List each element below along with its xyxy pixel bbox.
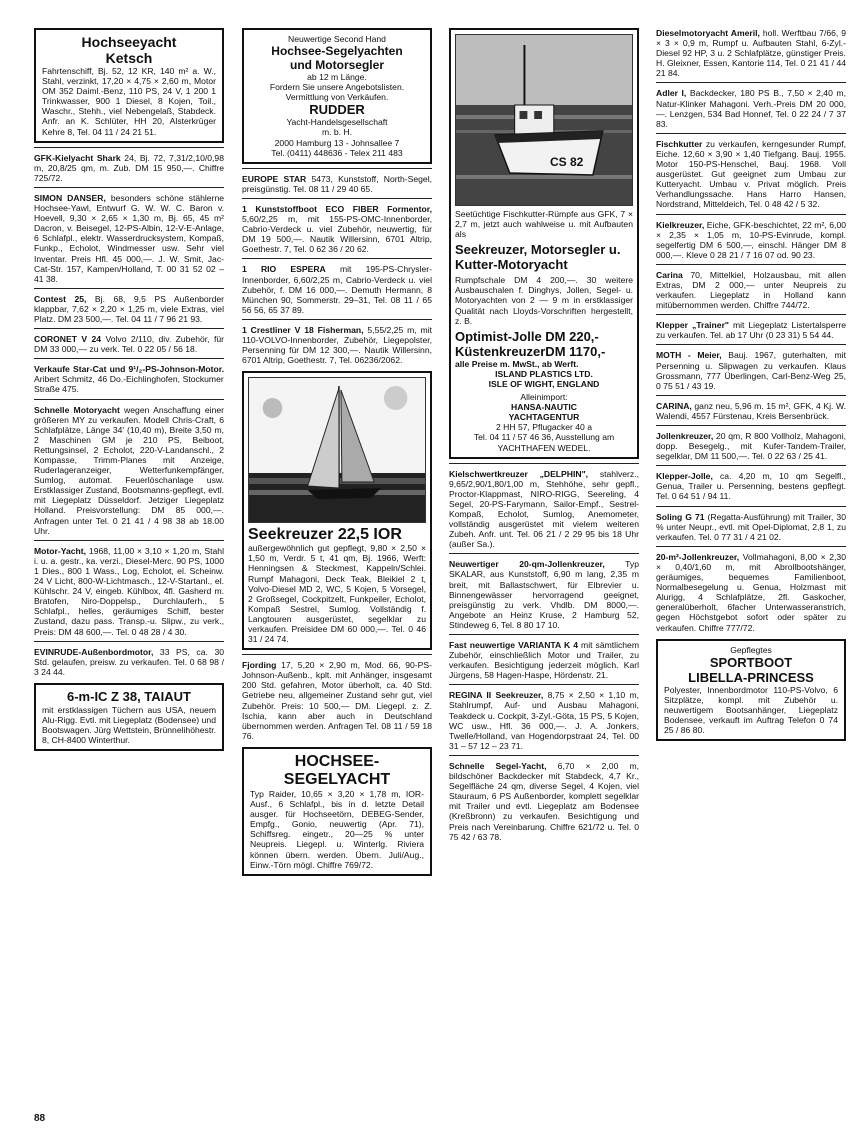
ad-lead: SIMON DANSER,: [34, 192, 106, 203]
ad-text: 5,60/2,25 m, mit 155-PS-OMC-Innenborder, Cabrio-Verdeck u. viel Zubehör, neuwertig, für DM 19 500,—. Nautik Willersinn, 6701 Altrip, Goethestr. 7, Tel. 0 62 36 / 20 62.: [242, 214, 432, 255]
ad-lead: 1 Crestliner V 18 Fisherman,: [242, 324, 364, 335]
ad-body: Typ Raider, 10,65 × 3,20 × 1,78 m, IOR-Ausf., 6 Schlafpl., bis in d. letzte Detail ausger. für Hochseetörn, DEBEG-Sender, Empfg., Gonio, neuwertig (Apr. 71), Schiffsreg. eingetr., 20—25 % unter Neupreis. Liegepl. u. Winterlg. Riviera können übern. werden. Übern. Juli/Aug., Einw.-Törn mögl. Chiffre 769/72.: [250, 788, 424, 870]
ad-lead: Carina: [656, 269, 683, 280]
ad-crestliner: [242, 325, 432, 365]
ad-title: Seekreuzer, Motorsegler u. Kutter-Motoryacht: [455, 242, 621, 273]
ad-address: 2000 Hamburg 13 - Johnsallee 7: [274, 137, 400, 148]
divider: [656, 465, 846, 466]
ad-varianta: [449, 640, 639, 680]
ad-body: Fahrtenschiff, Bj. 52, 12 KR, 140 m² a. W., Stahl, verzinkt, 17,20 × 4,75 × 2,60 m, Motor OM 352 Daiml.-Benz, 110 PS, 24 V, 1 200 1 Trinkwasser, 900 1 Diesel, 8 Kojen, Toil., Waschr., Stehh., viel Nebengelaß, Stabdeck. Anfr. an K. Schlüter, HH 20, Alsterkrüger Kehre 8, Tel. 04 11 / 24 21 51.: [42, 66, 216, 137]
ad-contest: [34, 294, 224, 324]
ad-text: mit sämtlichem Zubehör, einschließlich Motor und Trailer, zu verkaufen. Besichtigung jederzeit möglich. Karl Jürgens, 58 Hagen-Haspe, Hördenstr. 21.: [449, 640, 639, 681]
divider: [656, 425, 846, 426]
ad-rudder: [242, 28, 432, 164]
company-name: RUDDER: [309, 102, 365, 118]
ad-lead: Dieselmotoryacht Ameril,: [656, 28, 760, 38]
fishing-boat-photo: [455, 34, 633, 206]
ad-lead: Verkaufe Star-Cat und 9¹/₂-PS-Johnson-Motor.: [34, 364, 224, 375]
ad-lead: Fischkutter: [656, 138, 703, 149]
ad-lead: Jollenkreuzer,: [656, 431, 714, 441]
divider: [449, 684, 639, 685]
price-line: KüstenkreuzerDM 1170,-: [455, 343, 606, 359]
ad-title: SEGELYACHT: [283, 770, 391, 788]
divider: [242, 319, 432, 320]
column-1: [34, 28, 224, 751]
ad-lead: Fast neuwertige VARIANTA K 4: [449, 640, 578, 650]
ad-text: mit Liegeplatz Listertalsperre zu verkaufen. Tel. ab 17 Uhr (0 23 31) 5 54 44.: [656, 320, 846, 341]
ad-lead: Kielkreuzer,: [656, 219, 705, 230]
divider: [34, 358, 224, 359]
ad-evinrude: [34, 647, 224, 677]
hull-number: CS 82: [550, 155, 584, 169]
ad-text: besonders schöne stählerne Hochsee-Yawl, Entwurf G. W. W. C. Baron v. Hoevell, 9,30 × 2,65 × 1,30 m, Bj. 65, 45 m² Dacron, v. Beisegel, 12-PS-Albin, 12-V-E-Anlage, 6 Schlafpl., elektr. Wasserdrucksystem, Kompaß, Funkp., Echolot, Windmesser usw. Sehr viel Inventar. Preis Hfl. 45 000,—. J. W. Smit, Jac-Cat-Str. 157, Kampen/Holland, T. 00 31 52 02 – 41 38.: [34, 192, 225, 284]
divider: [34, 641, 224, 642]
divider: [656, 314, 846, 315]
ad-lead: REGINA II Seekreuzer,: [449, 690, 544, 701]
ad-intro: Seetüchtige Fischkutter-Rümpfe aus GFK, 7 × 2,7 m, jetzt auch wahlweise u. mit Aufbauten als: [455, 209, 633, 240]
ad-title: 6-m-IC Z 38, TAIAUT: [67, 688, 191, 704]
ad-lead: Fjording: [242, 660, 277, 671]
divider: [242, 258, 432, 259]
ad-text: Typ SKALAR, aus Kunststoff, 6,90 m lang, 2,35 m breit, mit Ballastschwert, für Elbrevier u. Binnengewässer hervorragend geeignet, preisgünstig zu verk. Vhdlb. DM 8000,—. Angebote an Heinz Kruse, 2 Hamburg 52, Stindeweg 6, Tel. 8 80 17 10.: [449, 559, 639, 630]
ad-soling: [656, 512, 846, 542]
ad-line: Neuwertige Second Hand: [288, 34, 386, 44]
ad-motoryacht-2: [34, 546, 224, 637]
ad-title: und Motorsegler: [289, 58, 384, 73]
ad-text: Bj. 68, 9,5 PS Außenborder klappbar, 7,62 × 2,20 × 1,25 m, viele Extras, viel Platz. DM 23 500,—. Tel. 04 11 / 7 96 21 93.: [34, 293, 224, 324]
ad-lead: MOTH - Meier,: [656, 350, 722, 361]
ad-klepper-jolle: [656, 471, 846, 501]
ad-hochsee-segelyacht: [242, 747, 432, 876]
ad-lead: Contest 25,: [34, 293, 87, 304]
ad-line: m. b. H.: [321, 127, 353, 138]
ad-lead: Klepper „Trainer": [656, 320, 729, 331]
divider: [449, 755, 639, 756]
column-3: [449, 28, 639, 842]
ad-seekreuzer: [242, 371, 432, 650]
ad-kielkreuzer: [656, 220, 846, 260]
divider: [242, 198, 432, 199]
ad-pretitle: Gepflegtes: [730, 644, 772, 655]
ad-lead: 1 Kunststoffboot ECO FIBER Formentor,: [242, 203, 432, 214]
ad-title: Seekreuzer 22,5 IOR: [248, 526, 402, 544]
ad-body: außergewöhnlich gut gepflegt, 9,80 × 2,50 × 1,50 m, Verdr. 5 t, 41 qm, Bj. 1966, Werft: Henningsen & Steckmest, Kappeln/Schlei. Rumpf Mahagoni, Deck Teak, Bleikiel 2 t, Volvo-Diesel MD 2, WC, 5 Kojen, 5 Vorsegel, 2 Großsegel, Cockpitzelt, Funkpeiler, Echolot, Kompaß Sestrel, Sumlog. Vollständig f. Langtouren ausgerüstet, segelklar zu verkaufen. Preisidee DM 60 000,—. Tel. 0 46 31 / 24 74.: [248, 543, 426, 645]
ad-lead: 20-m²-Jollenkreuzer,: [656, 551, 740, 562]
importer-name: HANSA-NAUTIC: [511, 402, 577, 413]
ad-ketsch: [34, 28, 224, 143]
ad-text: 5473, Kunststoff, North-Segel, preisgünstig. Tel. 08 11 / 29 40 65.: [242, 173, 433, 194]
divider: [449, 553, 639, 554]
ad-adler: [656, 88, 846, 128]
divider: [34, 288, 224, 289]
ad-schnelle-segelyacht: [449, 761, 639, 842]
page-number: 88: [34, 1113, 46, 1124]
ad-text: ca. 4,20 m, 10 qm Segelfl., Genua, Trailer u. Persenning, bestens gepflegt. Tel. 0 64 51 / 94 11.: [656, 471, 846, 502]
ad-motoryacht-1: [34, 405, 224, 536]
ad-danser: [34, 193, 224, 284]
ad-lead: CARINA,: [656, 400, 692, 411]
ad-text: Volvo 2/110, div. Zubehör, für DM 33 000,— zu verk. Tel. 0 22 05 / 56 18.: [34, 334, 224, 355]
ad-title: Ketsch: [105, 50, 153, 66]
ad-phone: Tel. (0411) 448636 - Telex 211 483: [271, 147, 403, 158]
ad-carina-70: [656, 270, 846, 310]
ad-text: 8,75 × 2,50 × 1,10 m, Stahlrumpf, Auf- und Ausbau Mahagoni, Teakdeck u. Cockpit, 3-Zyl.-Göta, 15 PS, 5 Kojen, WC usw., Hfl. 36 000,—. J. A. Jonkers, Twelle/Holland, van Hogendorpstraat 24, Tel. 00 31 – 57 12 – 23 71.: [449, 690, 640, 751]
divider: [34, 147, 224, 148]
ad-carina: [656, 401, 846, 421]
ad-text: (Regatta-Ausführung) mit Trailer, 30 % unter Neupr., evtl. mit Opel-Diplomat, 2,8 1, zu verkaufen. Tel. 0 77 31 / 4 21 02.: [656, 511, 846, 542]
ad-lead: Adler I,: [656, 88, 687, 99]
divider: [34, 540, 224, 541]
ad-lead: Soling G 71: [656, 511, 705, 522]
ad-title: Hochseeyacht: [81, 34, 177, 50]
importer-phone: Tel. 04 11 / 57 46 36, Ausstellung am YACHTHAFEN WEDEL.: [473, 432, 615, 453]
ad-lead: Kielschwertkreuzer „DELPHIN",: [449, 468, 589, 479]
fishing-boat-image: [456, 35, 632, 205]
divider: [242, 168, 432, 169]
ad-text: 33 PS, ca. 30 Std. gelaufen, preisw. zu verkaufen. Tel. 0 68 98 / 3 24 44.: [34, 646, 224, 677]
ad-text: Eiche, GFK-beschichtet, 22 m², 6,00 × 2,35 × 1,05 m, 10-PS-Evinrude, kompl. segelfertig DM 6 500,—, einschl. Hänger DM 8 000,—. Kleve 0 28 21 / 7 16 07 od. 90 23.: [656, 219, 846, 260]
ad-lead: CORONET V 24: [34, 334, 102, 345]
ad-lead: GFK-Kielyacht Shark: [34, 152, 121, 163]
ad-text: Bauj. 1967, guterhalten, mit Persenning u. Slipwagen zu verkaufen. Klaus Grossmann, 777 Überlingen, Carl-Benz-Weg 25, 0 75 51 / 43 19.: [656, 350, 846, 391]
ad-line: Yacht-Handelsgesellschaft: [286, 117, 388, 128]
ad-klepper-trainer: [656, 320, 846, 340]
ad-body: Polyester, Innenbordmotor 110-PS-Volvo, 6 Sitzplätze, kompl. mit Zubehör u. neuwertigem Bootsanhänger, Liegeplatz Bodensee, verkauft im Auftrag Telefon 0 74 25 / 86 80.: [664, 684, 838, 736]
ad-lead: Motor-Yacht,: [34, 545, 87, 556]
ad-taiaut: [34, 683, 224, 751]
ad-body: mit erstklassigen Tüchern aus USA, neuem Alu-Rigg. Evtl. mit Liegeplatz (Bodensee) und Bootswagen. Jürg Wettstein, Brünnelihöhestr. 8, CH-8400 Winterthur.: [42, 704, 216, 746]
ad-text: 5,55/2,25 m, mit 110-VOLVO-Innenborder, Zubehör, Liegepolster, Persenning für DM 12 300,—. Nautik Willersinn, 6701 Altrip, Goethestr. 7, Tel. 06236/2062.: [242, 324, 432, 366]
ad-text: Backdecker, 180 PS B., 7,50 × 2,40 m, Natur-Klinker Mahagoni. Verh.-Preis DM 20 000,—. Lenzgen, 534 Bad Honnef, Tel. 0 22 24 / 7 37 83.: [656, 88, 846, 129]
ad-lead: EUROPE STAR: [242, 173, 307, 184]
company-name: ISLAND PLASTICS LTD.: [495, 368, 593, 379]
ad-lead: 1 RIO ESPERA: [242, 264, 326, 275]
sailboat-image: [249, 378, 425, 522]
ad-title: HOCHSEE-: [294, 752, 380, 770]
divider: [656, 82, 846, 83]
divider: [656, 214, 846, 215]
ad-libella-princess: [656, 639, 846, 742]
ad-regina: [449, 690, 639, 751]
ad-text: 70, Mittelkiel, Holzausbau, mit allen Extras, DM 2 000,— unter Neupreis zu verkaufen. Liegeplatz in Holland kann mitübernommen werden. Chiffre 744/72.: [656, 269, 846, 311]
divider: [34, 187, 224, 188]
ad-line: ab 12 m Länge.: [307, 72, 367, 83]
ad-jollenkreuzer: [449, 559, 639, 630]
ad-delphin: [449, 469, 639, 550]
divider: [656, 133, 846, 134]
divider: [656, 344, 846, 345]
ad-fjording: [242, 660, 432, 741]
import-label: Alleinimport:: [520, 392, 568, 403]
ad-moth: [656, 350, 846, 390]
divider: [242, 654, 432, 655]
ad-lead: Schnelle Motoryacht: [34, 404, 120, 415]
ad-lead: EVINRUDE-Außenbordmotor,: [34, 646, 154, 657]
ad-lead: Schnelle Segel-Yacht,: [449, 760, 547, 771]
divider: [656, 506, 846, 507]
ad-starcat: [34, 364, 224, 394]
ad-ecofiber: [242, 204, 432, 254]
ad-line: Fordern Sie unsere Angebotslisten. Vermittlung von Verkäufen.: [269, 82, 405, 103]
ad-lead: Klepper-Jolle,: [656, 471, 713, 482]
ad-text: 6,70 × 2,00 m, bildschöner Backdecker mit Stabdeck, 4,7 Kr., Segelfläche 24 qm, diverse Segel, 4 Kojen, viel Stauraum, 6 PS Außenborder, komplett segelklar mit Trailer und evtl. Liegeplatz am Bodensee (Kreßbronn) zu verkaufen. Besichtigung und Preis nach Vereinbarung. Chiffre 621/72 u. Tel. 0 75 42 / 63 78.: [449, 760, 639, 842]
column-2: [242, 28, 432, 876]
ad-body: Rumpfschale DM 4 200,—. 30 weitere Ausbauschalen f. Dinghys, Jollen, Segel- u. Motoryachten von 2 — 9 m in erstklassiger Qualität nach Lloyds-Vorschriften hergestellt, z. B.: [455, 275, 633, 326]
ad-text: Vollmahagoni, 8,00 × 2,30 × 0,40/1,60 m, mit Abrollbootshänger, geräumiges, bequemes Familienboot, Normalbesegelung u. Genua, Holzmast mit Alurigg, 4 Schlafplätze, 2fl. Gaskocher, generalüberholt, 6facher Unterwasseranstrich, gegen Höchstgebot sofort oder später zu verkaufen. Chiffre 777/72.: [656, 551, 846, 633]
divider: [34, 328, 224, 329]
price-line: Optimist-Jolle DM 220,-: [455, 328, 599, 344]
ad-text: 20 qm, R 800 Vollholz, Mahagoni, dopp. Besegelg., mit Kufer-Tandem-Trailer, segelklar, DM 11 500,—. Tel. 0 22 63 / 25 41.: [656, 431, 846, 462]
divider: [449, 634, 639, 635]
ad-jollenkreuzer-20qm: [656, 431, 846, 461]
divider: [449, 463, 639, 464]
ad-text: 1968, 11,00 × 3,10 × 1,20 m, Stahl i. u. a. gestr., ka. verzi., Diesel-Merc. 90 PS, 1000 1 Dies., 800 1 Wass., Log, Echolot, el. Scheinw. 24 V Licht, 800-W-Lichtmasch., 12-V-Startanl., el. Kühlschr. 24 V, eingeb. Kühlbox, 4fl. Gasherd m. Bratofen, Niro-Doppelsp., Durchlauferh., 5 Schlafpl., helles, geräumiges Schiff, bester Zustand, dazu pass. Transp.-u. Slipw., zu verk., Preis: DM 48 600,—. Tel. 0 48 28 / 4 30.: [34, 545, 224, 637]
ad-europestar: [242, 174, 432, 194]
divider: [656, 264, 846, 265]
divider: [656, 395, 846, 396]
divider: [656, 546, 846, 547]
ad-text: 17, 5,20 × 2,90 m, Mod. 66, 90-PS-Johnson-Außenb., kplt. mit Anhänger, insgesamt 200 Std. gefahren, Motor überholt, ca. 40 Std. Getriebe neu, allgemeiner Zustand sehr gut, viel Zubehör. Preis: 10 500,— DM. Liegepl. z. Z. Ischia, kann aber auch in Deutschland übernommen werden. Anfragen Tel. 08 11 / 59 18 76.: [242, 660, 432, 741]
ad-text: zu verkaufen, kerngesunder Rumpf, Eiche. 12,60 × 3,90 × 1,40 Tiefgang. Bauj. 1955. Motor 150-PS-Henschel, Bauj. 1968. Voll ausgerüstet. Gut geeignet zum Umbau zur Kutteryacht. Umbau v. Privat möglich. Preis Verhandlungssache. Hans Harro Hansen, Nordstrand, Mitteldeich, Tel. 0 48 42 / 5 32.: [656, 138, 846, 210]
importer-address: 2 HH 57, Pflugacker 40 a: [495, 422, 593, 433]
ad-text: ganz neu, 5,96 m. 15 m², GFK, 4 Kj. W. Walendi, 4557 Fürstenau, Kreis Bersenbrück.: [656, 400, 846, 421]
ad-fischkutter: [656, 139, 846, 210]
column-4: [656, 28, 846, 741]
ad-20qm-jollenkreuzer: [656, 552, 846, 633]
ad-title: Hochsee-Segelyachten: [271, 44, 403, 59]
company-location: ISLE OF WIGHT, ENGLAND: [488, 378, 600, 389]
ad-text: wegen Anschaffung einer größeren MY zu verkaufen. Modell Chris-Craft, 6 Schlafplätze, Länge 34' (10,40 m), Breite 3,50 m, 2 Maschinen GM je 210 PS, Beiboot, Rettungsinsel, 2 Echolot, 220-V-Landanschl., 2 Kompasse, Trimm-Planes mit Anzeige, Ruderlageranzeiger, Wetterfunkempfänger, Sumlog, automat. Feuerlöschanlage usw. Erstklassiger Zustand, Bootsmanns-gepflegt, evtl. mit Liegeplatz Düsseldorf. Jetziger Liegeplatz Holland. Preisvorstellung: DM 85 000,—. Anfragen unter Tel. 0 21 41 / 4 98 38 ab 18.00 Uhr.: [34, 404, 225, 536]
ad-text: stahlverz., 9,65/2,90/1,80/1,00 m, Stehhöhe, sehr gepfl., Proctor-Klappmast, NIRO-RIGG, Seereling, 4 Segel, 20-PS-Farymann, Sailor-Empf., Sestrel-Kompaß, Echolot, Sumlog, Anemometer, vollständig ausgerüstet mit vielem weiteren Zubeh. Anfr. unt. Tel. 06 21 / 2 29 95 bis 18 Uhr (außer Sa.).: [449, 468, 639, 550]
ad-gfk: [34, 153, 224, 183]
divider: [34, 399, 224, 400]
ad-island-plastics: [449, 28, 639, 459]
ad-title: LIBELLA-PRINCESS: [688, 669, 814, 685]
ad-text: Aribert Schmitz, 46 Do.-Eichlinghofen, Stockumer Straße 475.: [34, 374, 224, 395]
ad-text: holl. Werftbau 7/66, 9 × 3 × 0,9 m, Rumpf u. Aufbauten Stahl, 6-Zyl.-Diesel 92 HP, 3 u. 2 Schlafplätze, günstiger Preis. H. Gleixner, Essen, Kantorie 114, Tel. 0 21 41 / 44 21 84.: [656, 28, 846, 79]
ad-rioespera: [242, 264, 432, 314]
importer-name: YACHTAGENTUR: [508, 412, 580, 423]
ad-ameril: [656, 28, 846, 78]
sailboat-photo: [248, 377, 426, 523]
ad-text: mit 195-PS-Chrysler-Innenborder, 6,60/2,25 m, Cabrio-Verdeck u. viel Zubehör, f. DM 16 000,—. Demuth Hermann, 8 München 90, Sommerstr. 29–31, Tel. 08 11 / 65 56 56, 65 37 89.: [242, 264, 432, 315]
ad-coronet: [34, 334, 224, 354]
ad-lead: Neuwertiger 20-qm-Jollenkreuzer,: [449, 559, 605, 570]
ad-text: 24, Bj. 72, 7,31/2,10/0,98 m, 20,8/25 qm, m. Zub. DM 15 950,—. Chiffre 725/72.: [34, 152, 224, 183]
ad-title: SPORTBOOT: [709, 654, 793, 670]
price-note: alle Preise m. MwSt., ab Werft.: [455, 358, 579, 369]
